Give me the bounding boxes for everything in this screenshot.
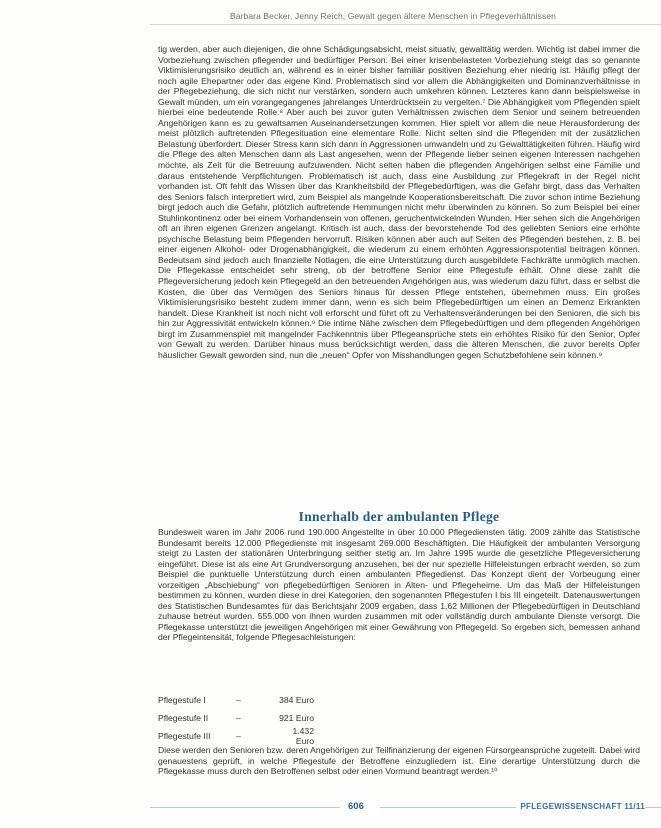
section-heading: Innerhalb der ambulanten Pflege [298, 509, 500, 524]
care-level-name: Pflegestufe III [158, 731, 211, 741]
paragraph-2: Bundesweit waren im Jahr 2006 rund 190.000 Angestellte in über 10.000 Pflegediensten tätig. 2009 zählte das Statistische Bundesamt bereits 12.000 Pflegedienste mit insgesamt 269.000 Beschäftigten. Die Häufigkeit der ambulanten Versorgung steigt zu Lasten der stationären Unterbringung seither stetig an. Im Jahre 1995 wurde die gesetzliche Pflegeversicherung eingeführt. Diese ist als eine Art Grundversorgung anzusehen, bei der nur spezielle Hilfeleistungen erbracht werden, so zum Beispiel die punktuelle Unterstützung durch einen ambulanten Pflegedienst. Das Konzept dient der Vorbeugung einer vorzeitigen „Abschiebung“ von pflegebedürftigen Senioren in Alten- und Pflegeheime. Um das Maß der Hilfeleistungen bestimmen zu können, wurden diese in drei Kategorien, den sogenannten Pflegestufen I bis III eingeteilt. Datenauswertungen des Statistischen Bundesamtes für das Berichtsjahr 2009 ergaben, dass 1,62 Millionen der Pflegebedürftigen in Deutschland zuhause betreut wurden. 555.000 von ihnen wurden zusammen mit oder vollständig durch ambulante Dienste versorgt. Die Pflegekasse unterstützt die jeweiligen Angehörigen mit einer Gewährung von Pflegegeld. So ergeben sich, bemessen anhand der Pflegeintensität, folgende Pflegesachleistungen: [158, 527, 640, 643]
care-level-separator: – [236, 713, 241, 723]
care-level-name: Pflegestufe I [158, 695, 206, 705]
header-rule [150, 24, 661, 25]
care-level-list [158, 691, 458, 745]
paragraph-1: tig werden, aber auch diejenigen, die ohne Schädigungsabsicht, meist situativ, gewalttätig werden. Wichtig ist dabei immer die Vorbeziehung zwischen pflegender und bedürftiger Person. Bei einer krisenbelasteten Vorbeziehung steigt das so genannte Viktimisierungsrisiko deutlich an, während es in einer bisher familiär positiven Beziehung eher niedrig ist. Häufig pflegt der noch agile Ehepartner oder das eigene Kind. Problematisch sind vor allem die Abhängigkeiten und Dominanzverhältnisse in der Pflegebeziehung, die sich nicht nur verstärken, sondern auch umkehren können. Letzteres kann dann beispielsweise in Gewalt münden, um ein vorangegangenes jahrelanges Unterdrücktsein zu vergelten.⁷ Die Abhängigkeit vom Pflegenden spielt hierbei eine bedeutende Rolle.⁸ Aber auch bei zuvor guten Verhältnissen zwischen dem Senior und seinem betreuenden Angehörigen kann es zu gewaltsamen Auseinandersetzungen kommen. Hier spielt vor allem die neue Herausforderung der meist plötzlich auftretenden Pflegesituation eine elementare Rolle. Nicht selten sind die Pflegenden mit der zusätzlichen Belastung überfordert. Dieser Stress kann sich dann in Aggressionen umwandeln und zu Gewalttätigkeiten führen. Häufig wird die Pflege des alten Menschen dann als Last angesehen, wenn der Pflegende lieber seinen eigenen Interessen nachgehen möchte, als Zeit für die Betreuung aufzuwenden. Nicht selten haben die pflegenden Angehörigen selbst eine Familie und daraus entstehende Verpflichtungen. Problematisch ist auch, dass eine Ausbildung zur Pflegekraft in der Regel nicht vorhanden ist. Oft fehlt das Wissen über das Krankheitsbild der Pflegebedürftigen, was die Gefahr birgt, dass das Verhalten des Seniors falsch interpretiert wird, zum Beispiel als mangelnde Kooperationsbereitschaft. Die zuvor schon intime Beziehung birgt jedoch auch die Gefahr, plötzlich auftretende Hemmungen nicht mehr überwinden zu können. So zum Beispiel bei einer Stuhlinkontinenz oder bei einem Vorhandensein von offenen, geruchentwickelnden Wunden. Hier sehen sich die Angehörigen oft an ihren eigenen Grenzen angelangt. Kritisch ist auch, dass der bevorstehende Tod des geliebten Seniors eine erhöhte psychische Belastung beim Pflegenden hervorruft. Risiken können aber auch auf Seiten des Pflegenden bestehen, z. B. bei einer eigenen Alkohol- oder Drogenabhängigkeit, die wiederum zu einem erhöhten Aggressionspotential beitragen können. Bedeutsam sind jedoch auch finanzielle Notlagen, die eine Unterstützung durch ausgebildete Fachkräfte unmöglich machen. Die Pflegekasse entscheidet sehr streng, ob der betroffene Senior eine Pflegestufe erhält. Ohne diese zahlt die Pflegeversicherung jedoch kein Pflegegeld an den betreuenden Angehörigen aus, was wiederum dazu führt, dass er selbst die Kosten, die über das Vermögen des Seniors hinaus für dessen Pflege entstehen, übernehmen muss. Ein großes Viktimisierungsrisiko besteht zudem immer dann, wenn es sich beim Pflegebedürftigen um einen an Demenz Erkrankten handelt. Diese Krankheit ist noch nicht voll erforscht und führt oft zu Verhaltensveränderungen bei den Senioren, die sich bis hin zur Aggressivität entwickeln können.⁹ Die intime Nähe zwischen dem Pflegebedürftigen und dem pflegenden Angehörigen birgt im Zusammenspiel mit mangelnder Fachkenntnis über Pflegeansprüche stets ein erhöhtes Risiko für den Senior, Opfer von Gewalt zu werden. Darüber hinaus muss berücksichtigt werden, dass die älteren Menschen, die zuvor bereits Opfer häuslicher Gewalt geworden sind, nun die „neuen“ Opfer von Misshandlungen gegen Schutzbefohlene sein können.⁹ [158, 44, 640, 360]
journal-name: PFLEGEWISSENSCHAFT 11/11 [516, 802, 645, 811]
care-level-separator: – [236, 695, 241, 705]
care-level-amount: 384 Euro [279, 695, 314, 705]
body-column-bottom [158, 745, 640, 777]
care-level-row [158, 709, 458, 727]
care-level-name: Pflegestufe II [158, 713, 209, 723]
page-number: 606 [348, 801, 364, 812]
care-level-amount: 921 Euro [279, 713, 314, 723]
care-level-row [158, 691, 458, 709]
care-level-amount: 1.432 Euro [292, 726, 314, 746]
care-level-row [158, 727, 458, 745]
paragraph-3: Diese werden den Senioren bzw. deren Angehörigen zur Teilfinanzierung der eigenen Fürsorgeansprüche zugeteilt. Dabei wird genauestens geprüft, in welche Pflegestufe der Betroffene einzugliedern ist. Eine derartige Unterstützung durch die Pflegekasse muss durch den Betroffenen selbst oder einen Vormund beantragt werden.¹⁰ [158, 745, 640, 777]
running-head: Barbara Becker, Jenny Reich, Gewalt gegen ältere Menschen in Pflegeverhältnissen [230, 11, 556, 21]
body-column-middle [158, 527, 640, 643]
body-column-top [158, 44, 640, 360]
care-level-separator: – [236, 731, 241, 741]
